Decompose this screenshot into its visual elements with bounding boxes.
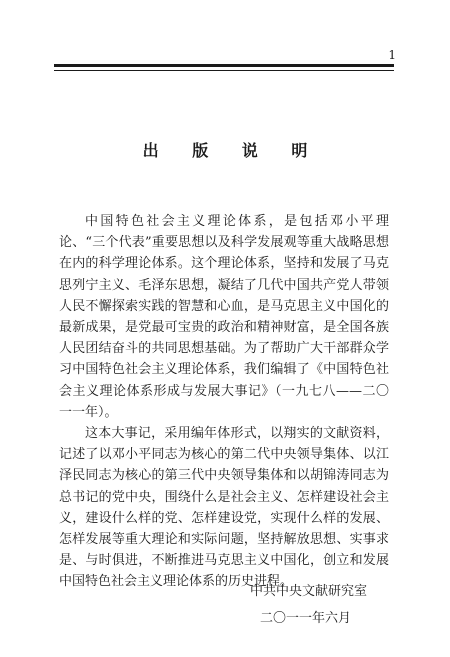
header-rule-thick [54,64,394,67]
signature-block [250,578,390,632]
header-rule-thin [54,70,394,71]
body-text [59,211,389,593]
paragraph-1: 中国特色社会主义理论体系，是包括邓小平理论、“三个代表”重要思想以及科学发展观等重大战略思想在内的科学理论体系。这个理论体系，坚持和发展了马克思列宁主义、毛泽东思想，凝结了几代中国共产党人带领人民不懈探索实践的智慧和心血，是马克思主义中国化的最新成果，是党最可宝贵的政治和精神财富，是全国各族人民团结奋斗的共同思想基础。为了帮助广大干部群众学习中国特色社会主义理论体系，我们编辑了《中国特色社会主义理论体系形成与发展大事记》（一九七八——二〇一一年）。 [59,214,389,420]
paragraph-2: 这本大事记，采用编年体形式，以翔实的文献资料，记述了以邓小平同志为核心的第二代中央领导集体、以江泽民同志为核心的第三代中央领导集体和以胡锦涛同志为总书记的党中央，围绕什么是社会主义、怎样建设社会主义，建设什么样的党、怎样建设党，实现什么样的发展、怎样发展等重大理论和实际问题，坚持解放思想、实事求是、与时俱进，不断推进马克思主义中国化，创立和发展中国特色社会主义理论体系的历史进程。 [59,426,389,590]
signature-organization: 中共中央文献研究室 [250,584,368,599]
page-number: 1 [388,48,396,62]
signature-date: 二〇一一年六月 [260,611,352,626]
page-title: 出 版 说 明 [142,141,322,160]
